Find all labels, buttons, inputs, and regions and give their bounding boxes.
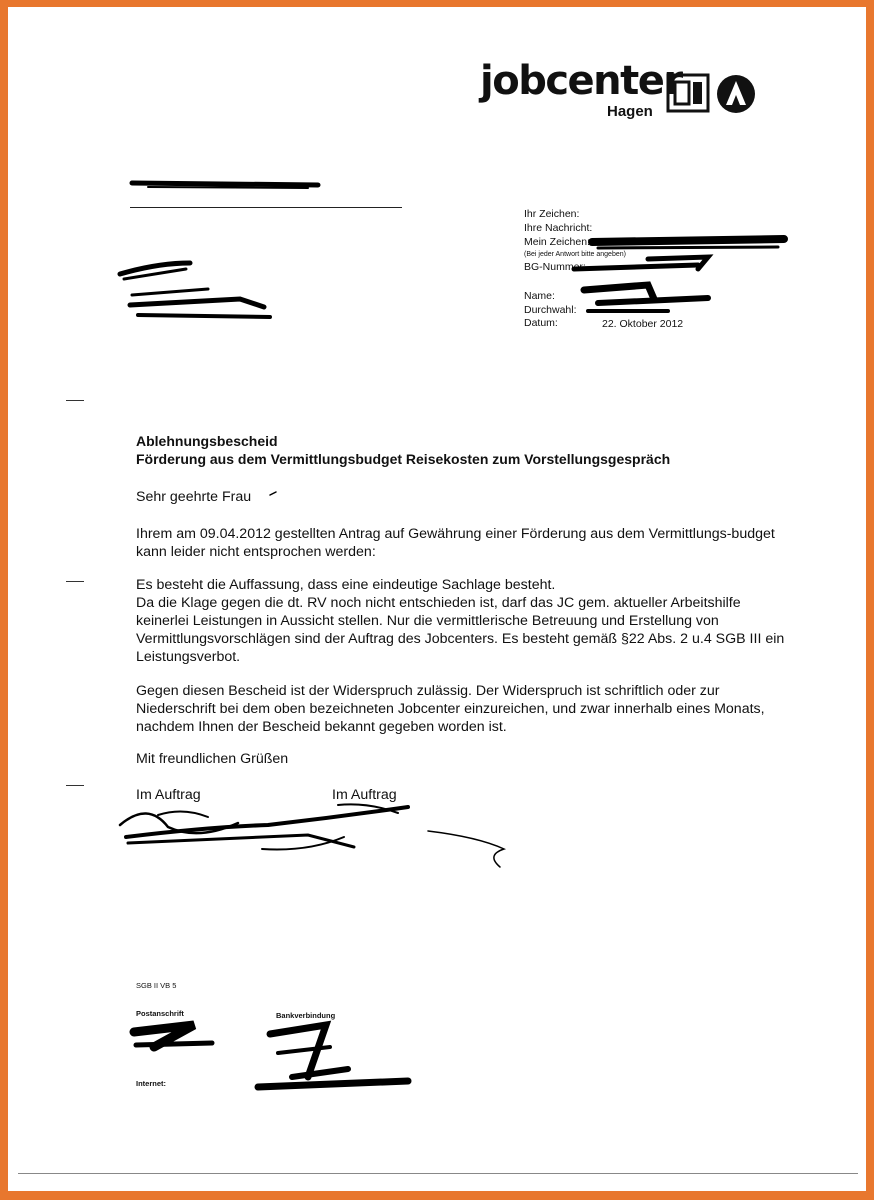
closing: Mit freundlichen Grüßen	[136, 751, 289, 767]
subject-line: Förderung aus dem Vermittlungsbudget Reisekosten zum Vorstellungsgespräch	[136, 451, 671, 467]
name-label: Name:	[524, 290, 555, 302]
reference-note: (Bei jeder Antwort bitte angeben)	[524, 251, 626, 258]
footer-code: SGB II VB 5	[136, 981, 177, 990]
footer-bankverbindung: Bankverbindung	[276, 1011, 336, 1020]
datum-value: 22. Oktober 2012	[602, 318, 684, 330]
jobcenter-city: Hagen	[607, 103, 653, 120]
redaction-marks	[8, 7, 866, 1191]
footer-postanschrift: Postanschrift	[136, 1009, 184, 1018]
subject-title: Ablehnungsbescheid	[136, 433, 278, 449]
paragraph-legal-remedy: Gegen diesen Bescheid ist der Widerspruch zulässig. Der Widerspruch ist schriftlich oder zur Niederschrift bei dem oben bezeichneten Jobcenter einzureichen, und zwar innerhalb eines Monats, nachdem Ihnen der Bescheid bekannt gegeben worden ist.	[136, 683, 765, 735]
footer-internet: Internet:	[136, 1079, 166, 1088]
ihr-zeichen-label: Ihr Zeichen:	[524, 208, 580, 220]
ihre-nachricht-label: Ihre Nachricht:	[524, 222, 593, 234]
mein-zeichen-label: Mein Zeichen:	[524, 236, 590, 248]
salutation: Sehr geehrte Frau	[136, 489, 252, 505]
datum-label: Datum:	[524, 317, 558, 329]
bg-nummer-label: BG-Nummer:	[524, 261, 586, 273]
durchwahl-label: Durchwahl:	[524, 304, 577, 316]
paragraph-reason: Da die Klage gegen die dt. RV noch nicht entschieden ist, darf das JC gem. aktueller Arbeitshilfe keinerlei Leistungen in Aussicht stellen. Nur die vermittlerische Betreuung und Erstellung von Vermittlungsvorschlägen sind der Auftrag des Jobcenters. Es besteht gemäß §22 Abs. 2 u.4 SGB III ein Leistungsverbot.	[136, 595, 785, 665]
jobcenter-logo-text: jobcenter	[480, 58, 682, 104]
signature-left-label: Im Auftrag	[136, 787, 201, 803]
letter-page	[8, 7, 866, 1191]
paragraph-reason-intro: Es besteht die Auffassung, dass eine eindeutige Sachlage besteht.	[136, 577, 556, 593]
signature-right-label: Im Auftrag	[332, 787, 397, 803]
paragraph-request: Ihrem am 09.04.2012 gestellten Antrag auf Gewährung einer Förderung aus dem Vermittlungs-budget kann leider nicht entsprochen werden:	[136, 526, 775, 560]
